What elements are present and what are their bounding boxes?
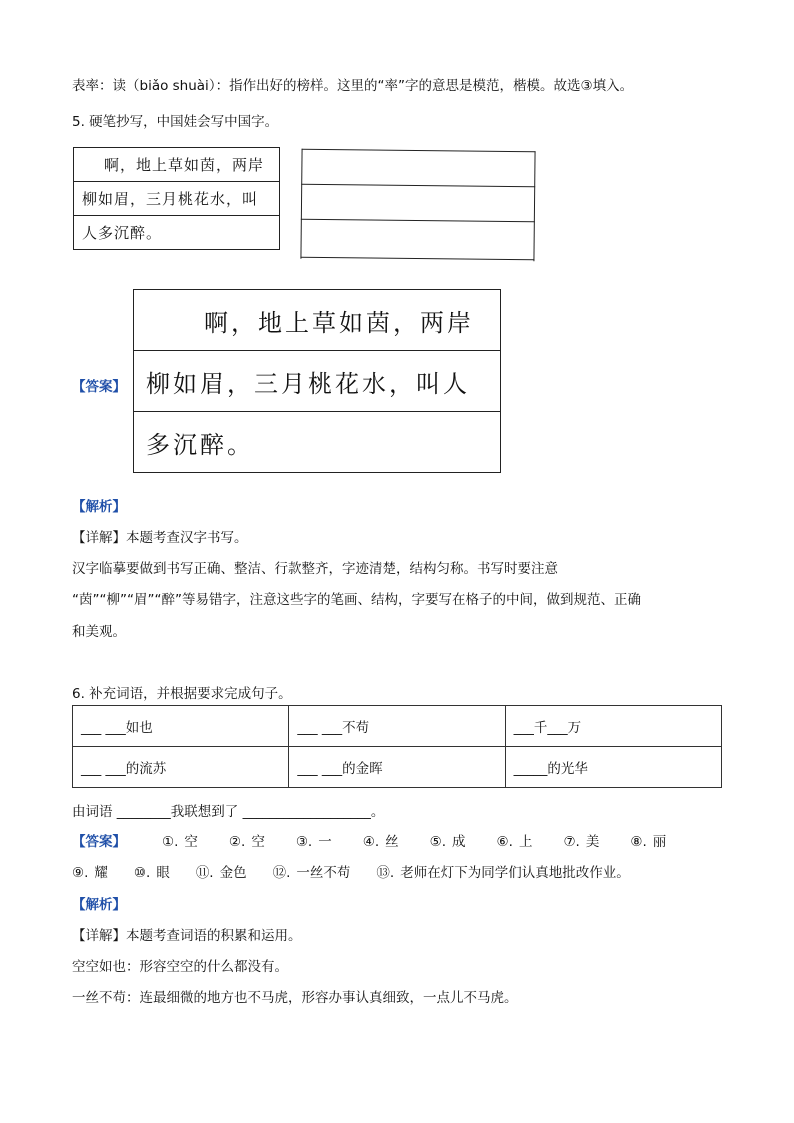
analysis-label: 【解析】: [72, 897, 126, 913]
explanation-line: 和美观。: [72, 624, 126, 640]
word-cell: ___ ___不苟: [289, 706, 505, 747]
answer-item: ⑧. 丽: [630, 834, 667, 850]
answer-item: ⑫. 一丝不苟: [272, 865, 351, 881]
answer-label: 【答案】: [72, 379, 126, 395]
answer-row: [162, 830, 666, 850]
answer-item: ⑨. 耀: [72, 865, 108, 881]
answer-item: ⑬. 老师在灯下为同学们认真地批改作业。: [376, 865, 630, 881]
explanation-line: 汉字临摹要做到书写正确、整洁、行款整齐，字迹清楚，结构匀称。书写时要注意: [72, 561, 558, 577]
sample-grid: [73, 147, 280, 250]
word-cell: ___千___万: [505, 706, 721, 747]
question-6-title: 6. 补充词语，并根据要求完成句子。: [72, 686, 292, 702]
blank-writing-box: [300, 149, 535, 261]
answer-label: 【答案】: [72, 834, 126, 850]
answer-item: ⑦. 美: [563, 834, 600, 850]
question-5-title: 5. 硬笔抄写，中国娃会写中国字。: [72, 114, 279, 130]
detail-line: 【详解】本题考查词语的积累和运用。: [72, 928, 302, 944]
explanation-line: 一丝不苟：连最细微的地方也不马虎，形容办事认真细致，一点儿不马虎。: [72, 990, 518, 1006]
explanation-line: 表率：读（biǎo shuài）：指作出好的榜样。这里的“率”字的意思是模范，楷模。故选③填入。: [72, 78, 634, 94]
sample-line: 柳如眉，三月桃花水，叫: [74, 182, 280, 216]
answer-grid: [133, 289, 501, 473]
answer-line: 多沉醉。: [134, 412, 501, 473]
word-cell: _____的光华: [505, 747, 721, 788]
answer-item: ⑤. 成: [429, 834, 466, 850]
word-cell: ___ ___的金晖: [289, 747, 505, 788]
word-table: [72, 705, 722, 788]
analysis-label: 【解析】: [72, 499, 126, 515]
answer-item: ①. 空: [162, 834, 198, 850]
sentence-prompt: 由词语 ________我联想到了 ___________________。: [72, 804, 385, 820]
sample-line: 啊，地上草如茵，两岸: [74, 148, 280, 182]
answer-item: ⑪. 金色: [195, 865, 247, 881]
explanation-line: 空空如也：形容空空的什么都没有。: [72, 959, 288, 975]
answer-row: [72, 861, 630, 881]
answer-item: ⑩. 眼: [133, 865, 170, 881]
word-cell: ___ ___如也: [73, 706, 289, 747]
answer-item: ②. 空: [228, 834, 265, 850]
answer-item: ③. 一: [295, 834, 332, 850]
answer-item: ⑥. 上: [496, 834, 533, 850]
answer-line: 啊，地上草如茵，两岸: [134, 290, 501, 351]
answer-item: ④. 丝: [362, 834, 399, 850]
word-cell: ___ ___的流苏: [73, 747, 289, 788]
detail-line: 【详解】本题考查汉字书写。: [72, 530, 248, 546]
sample-line: 人多沉醉。: [74, 216, 280, 250]
explanation-line: “茵”“柳”“眉”“醉”等易错字，注意这些字的笔画、结构，字要写在格子的中间，做到规范、正确: [72, 592, 641, 608]
answer-line: 柳如眉，三月桃花水，叫人: [134, 351, 501, 412]
